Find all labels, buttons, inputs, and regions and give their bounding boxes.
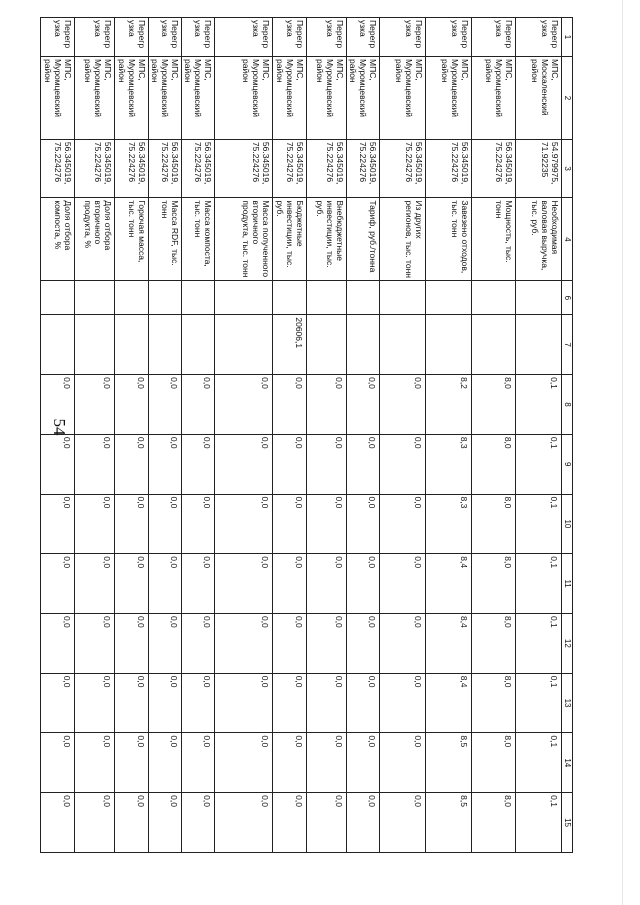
table-cell: 0,0: [273, 494, 307, 554]
table-cell: 0,0: [380, 733, 426, 793]
table-cell: 0,0: [380, 494, 426, 554]
table-cell: 0,0: [75, 434, 115, 494]
table-cell: 0,0: [307, 733, 347, 793]
table-cell: МПС, Муромцевский район: [307, 57, 347, 140]
table-cell: 0,0: [41, 613, 75, 673]
table-cell: 8,5: [426, 793, 472, 853]
table-cell: 0,0: [182, 733, 215, 793]
column-header: 12: [562, 613, 573, 673]
table-cell: 56.345019, 75.224276: [380, 139, 426, 198]
table-cell: [149, 281, 182, 315]
table-cell: [273, 281, 307, 315]
table-cell: 0,0: [75, 494, 115, 554]
table-cell: 0,0: [307, 554, 347, 614]
table-cell: 0,0: [215, 733, 273, 793]
table-cell: МПС, Муромцевский район: [380, 57, 426, 140]
table-cell: [115, 281, 149, 315]
table-cell: 0,0: [273, 434, 307, 494]
table-cell: 0,0: [380, 554, 426, 614]
table-cell: 8,4: [426, 613, 472, 673]
column-header: 15: [562, 793, 573, 853]
table-cell: Перегр узка: [347, 18, 380, 57]
table-cell: Масса компоста, тыс. тонн: [182, 198, 215, 281]
table-row: [380, 18, 426, 853]
table-cell: 0,0: [215, 793, 273, 853]
table-cell: МПС, Муромцевский район: [115, 57, 149, 140]
table-cell: 0,0: [307, 494, 347, 554]
table-cell: 56.345019, 75.224276: [472, 139, 516, 198]
table-cell: Горючая масса, тыс. тонн: [115, 198, 149, 281]
table-cell: Тариф, руб./тонна: [347, 198, 380, 281]
table-cell: 56.345019, 75.224276: [347, 139, 380, 198]
table-cell: МПС, Муромцевский район: [215, 57, 273, 140]
table-cell: 0,1: [516, 613, 562, 673]
table-cell: 0,0: [273, 554, 307, 614]
table-cell: МПС, Муромцевский район: [149, 57, 182, 140]
table-row: [115, 18, 149, 853]
table-cell: 0,0: [273, 613, 307, 673]
table-cell: 0,0: [41, 554, 75, 614]
table-cell: 0,0: [182, 494, 215, 554]
table-cell: 8,0: [472, 494, 516, 554]
table-cell: 0,0: [115, 375, 149, 435]
data-table: [40, 17, 573, 853]
table-cell: 0,0: [182, 673, 215, 733]
table-row: [307, 18, 347, 853]
table-cell: [472, 281, 516, 315]
table-cell: 0,0: [215, 613, 273, 673]
table-cell: 0,0: [41, 793, 75, 853]
table-cell: 20606,1: [273, 315, 307, 375]
table-cell: МПС, Муромцевский район: [75, 57, 115, 140]
table-cell: Бюджетные инвестиции, тыс. руб.: [273, 198, 307, 281]
table-cell: 0,0: [347, 554, 380, 614]
table-cell: [182, 315, 215, 375]
table-cell: Перегр узка: [149, 18, 182, 57]
table-cell: 0,0: [380, 613, 426, 673]
column-header: 11: [562, 554, 573, 614]
table-cell: 56.345019, 75.224276: [149, 139, 182, 198]
table-cell: 56.345019, 75.224276: [182, 139, 215, 198]
table-cell: 0,0: [41, 733, 75, 793]
table-row: [149, 18, 182, 853]
column-header: 1: [562, 18, 573, 57]
table-cell: 0,0: [307, 673, 347, 733]
table-cell: 8,0: [472, 554, 516, 614]
table-cell: 0,1: [516, 554, 562, 614]
table-cell: [472, 315, 516, 375]
table-cell: Перегр узка: [472, 18, 516, 57]
table-cell: [426, 315, 472, 375]
table-cell: 0,0: [380, 793, 426, 853]
table-cell: 0,0: [380, 434, 426, 494]
table-cell: Внебюджетные инвестиции, тыс. руб.: [307, 198, 347, 281]
table-cell: 8,2: [426, 375, 472, 435]
table-cell: 0,0: [347, 793, 380, 853]
table-cell: 0,0: [115, 613, 149, 673]
table-cell: 0,0: [273, 375, 307, 435]
column-header: 14: [562, 733, 573, 793]
table-cell: 0,0: [115, 793, 149, 853]
table-cell: Доля отбора вторичного продукта, %: [75, 198, 115, 281]
column-header: 6: [562, 281, 573, 315]
table-cell: 0,0: [149, 375, 182, 435]
table-cell: МПС, Муромцевский район: [347, 57, 380, 140]
table-cell: 8,3: [426, 494, 472, 554]
table-cell: 0,1: [516, 673, 562, 733]
column-header: 3: [562, 139, 573, 198]
table-cell: 0,0: [41, 434, 75, 494]
table-cell: Мощность, тыс. тонн: [472, 198, 516, 281]
page-number: 54: [50, 418, 69, 436]
table-cell: [75, 281, 115, 315]
table-cell: 8,3: [426, 434, 472, 494]
table-cell: 0,0: [347, 673, 380, 733]
table-row: [215, 18, 273, 853]
table-cell: 8,0: [472, 793, 516, 853]
table-row: [41, 18, 75, 853]
table-cell: 0,1: [516, 494, 562, 554]
table-cell: 0,0: [41, 673, 75, 733]
table-cell: 0,0: [75, 375, 115, 435]
table-cell: 0,0: [380, 673, 426, 733]
table-cell: 0,0: [149, 494, 182, 554]
table-cell: МПС, Муромцевский район: [426, 57, 472, 140]
table-cell: 0,0: [215, 375, 273, 435]
table-cell: 0,0: [182, 375, 215, 435]
table-cell: 0,0: [75, 733, 115, 793]
table-cell: 56.345019, 75.224276: [273, 139, 307, 198]
table-cell: 0,1: [516, 793, 562, 853]
table-cell: 8,0: [472, 613, 516, 673]
table-cell: [307, 281, 347, 315]
table-cell: Перегр узка: [380, 18, 426, 57]
table-cell: 0,0: [215, 554, 273, 614]
table-cell: 0,0: [273, 673, 307, 733]
table-cell: Перегр узка: [75, 18, 115, 57]
table-body: [41, 18, 562, 853]
table-cell: 0,0: [307, 613, 347, 673]
table-cell: 0,0: [347, 434, 380, 494]
table-cell: 0,0: [215, 494, 273, 554]
table-cell: 0,0: [347, 494, 380, 554]
table-cell: 0,0: [115, 733, 149, 793]
table-cell: Доля отбора компоста, %: [41, 198, 75, 281]
table-cell: [426, 281, 472, 315]
table-cell: 0,0: [182, 434, 215, 494]
table-cell: 0,0: [75, 793, 115, 853]
table-cell: [41, 281, 75, 315]
table-cell: 0,0: [75, 673, 115, 733]
table-cell: Перегр узка: [215, 18, 273, 57]
table-cell: 56.345019, 75.224276: [41, 139, 75, 198]
table-cell: 8,0: [472, 375, 516, 435]
table-cell: 0,0: [347, 733, 380, 793]
table-cell: 56.345019, 75.224276: [426, 139, 472, 198]
table-cell: 0,0: [115, 673, 149, 733]
table-cell: 56.345019, 75.224276: [307, 139, 347, 198]
table-cell: 0,0: [41, 494, 75, 554]
table-cell: 0,0: [380, 375, 426, 435]
table-cell: 0,0: [41, 375, 75, 435]
table-cell: 8,0: [472, 673, 516, 733]
table-cell: 0,0: [182, 793, 215, 853]
table-cell: 56.345019, 75.224276: [75, 139, 115, 198]
table-cell: МПС, Муромцевский район: [273, 57, 307, 140]
table-cell: 8,0: [472, 434, 516, 494]
table-cell: [182, 281, 215, 315]
table-row: [426, 18, 472, 853]
table-cell: 0,0: [75, 554, 115, 614]
table-cell: МПС, Муромцевский район: [472, 57, 516, 140]
table-cell: [516, 315, 562, 375]
scan-edge: [622, 0, 623, 905]
table-row: [516, 18, 562, 853]
table-cell: 0,0: [115, 494, 149, 554]
table-cell: Перегр узка: [182, 18, 215, 57]
table-cell: 0,0: [182, 554, 215, 614]
table-cell: [380, 281, 426, 315]
table-row: [182, 18, 215, 853]
table-cell: [215, 315, 273, 375]
table-cell: 54.979975, 71.92235: [516, 139, 562, 198]
table-cell: 0,1: [516, 434, 562, 494]
table-cell: [347, 281, 380, 315]
rotated-table-wrapper: [43, 17, 573, 853]
table-cell: 0,0: [182, 613, 215, 673]
table-cell: [380, 315, 426, 375]
table-cell: 8,5: [426, 733, 472, 793]
table-cell: Масса RDF, тыс. тонн: [149, 198, 182, 281]
table-cell: 0,0: [307, 434, 347, 494]
table-cell: 0,0: [149, 434, 182, 494]
table-cell: 0,0: [115, 434, 149, 494]
table-cell: Перегр узка: [115, 18, 149, 57]
table-cell: Масса полученного вторичного продукта, тыс. тонн: [215, 198, 273, 281]
table-cell: 0,1: [516, 733, 562, 793]
table-cell: 0,0: [273, 793, 307, 853]
table-cell: 0,0: [347, 613, 380, 673]
table-cell: 0,0: [75, 613, 115, 673]
table-cell: [307, 315, 347, 375]
column-header: 8: [562, 375, 573, 435]
table-cell: 0,0: [149, 673, 182, 733]
column-header: 4: [562, 198, 573, 281]
table-cell: 56.345019, 75.224276: [115, 139, 149, 198]
column-header: 9: [562, 434, 573, 494]
column-header: 2: [562, 57, 573, 140]
table-cell: [516, 281, 562, 315]
table-cell: Из других регионов, тыс. тонн: [380, 198, 426, 281]
table-cell: Завезено отходов, тыс. тонн: [426, 198, 472, 281]
table-cell: 0,0: [215, 673, 273, 733]
table-cell: 8,4: [426, 554, 472, 614]
table-cell: Перегр узка: [41, 18, 75, 57]
table-cell: 0,0: [273, 733, 307, 793]
column-header: 13: [562, 673, 573, 733]
table-cell: 0,0: [307, 793, 347, 853]
table-cell: 0,0: [307, 375, 347, 435]
table-cell: МПС, Муромцевский район: [182, 57, 215, 140]
table-cell: МПС, Москаленский район: [516, 57, 562, 140]
table-cell: Перегр узка: [516, 18, 562, 57]
table-cell: 0,0: [149, 793, 182, 853]
table-cell: [41, 315, 75, 375]
table-cell: Необходимая валовая выручка, тыс. руб.: [516, 198, 562, 281]
table-cell: [115, 315, 149, 375]
table-cell: 0,0: [215, 434, 273, 494]
column-header: 10: [562, 494, 573, 554]
table-cell: [347, 315, 380, 375]
table-cell: Перегр узка: [273, 18, 307, 57]
table-cell: МПС, Муромцевский район: [41, 57, 75, 140]
table-cell: 8,0: [472, 733, 516, 793]
table-cell: 8,4: [426, 673, 472, 733]
table-row: [273, 18, 307, 853]
table-cell: [75, 315, 115, 375]
table-row: [347, 18, 380, 853]
table-cell: Перегр узка: [426, 18, 472, 57]
table-cell: 0,0: [149, 733, 182, 793]
table-cell: 0,0: [149, 613, 182, 673]
table-cell: 56.345019, 75.224276: [215, 139, 273, 198]
table-cell: 0,1: [516, 375, 562, 435]
table-cell: [215, 281, 273, 315]
table-row: [75, 18, 115, 853]
table-cell: Перегр узка: [307, 18, 347, 57]
table-cell: 0,0: [347, 375, 380, 435]
table-cell: [149, 315, 182, 375]
table-row: [472, 18, 516, 853]
table-header-row: [562, 18, 573, 853]
table-cell: 0,0: [149, 554, 182, 614]
table-cell: 0,0: [115, 554, 149, 614]
column-header: 7: [562, 315, 573, 375]
